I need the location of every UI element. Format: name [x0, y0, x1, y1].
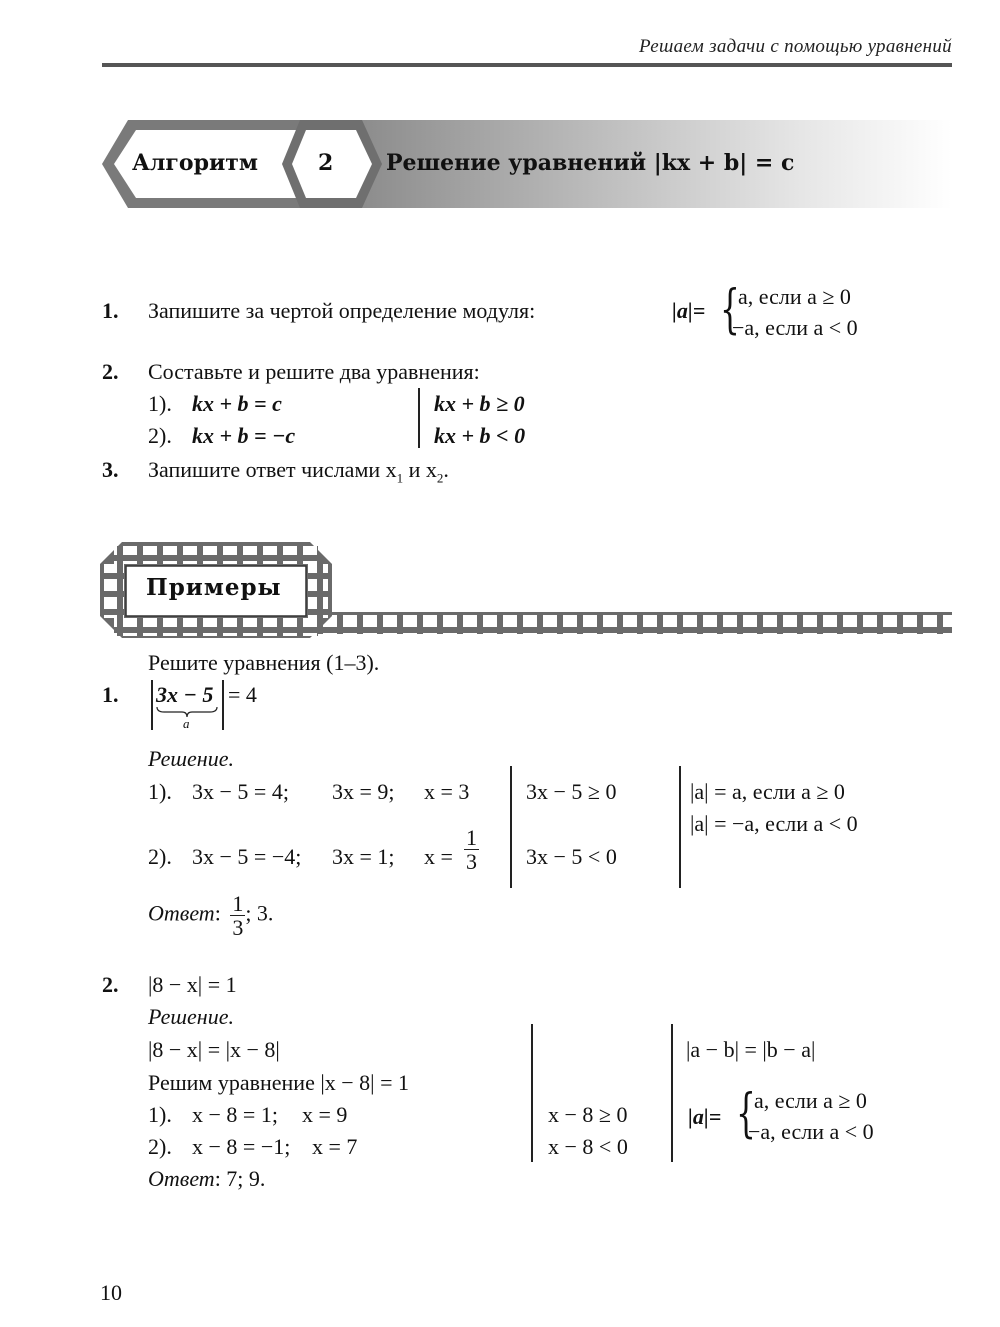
example-2-divider-2 — [671, 1024, 673, 1162]
example-1-rhs: = 4 — [228, 682, 257, 707]
abs-bar-left — [151, 680, 153, 730]
example-1-cond2: 3x − 5 < 0 — [526, 844, 617, 869]
example-2-answer: Ответ: 7; 9. — [148, 1166, 266, 1191]
example-2-equation: |8 − x| = 1 — [148, 972, 237, 997]
example-2-case1: a, если a ≥ 0 — [754, 1088, 867, 1113]
example-2-eq1-result: x = 9 — [302, 1102, 348, 1127]
example-2-solution-label: Решение. — [148, 1004, 234, 1029]
step-1-modulus: |a|= — [672, 298, 706, 323]
step-2-cond1: kx + b ≥ 0 — [434, 391, 525, 416]
example-2-brace: { — [736, 1084, 756, 1144]
algorithm-number: 2 — [318, 150, 334, 176]
example-1-line1-label: 1). — [148, 779, 172, 804]
step-2-eq2: kx + b = −c — [192, 423, 296, 448]
header-rule — [102, 63, 952, 67]
example-2-eq1-label: 1). — [148, 1102, 172, 1127]
step-1-text: Запишите за чертой определение модуля: — [148, 298, 536, 323]
step-2-eq1-label: 1). — [148, 391, 172, 416]
algorithm-label: Алгоритм — [132, 150, 259, 176]
example-2-eq2-label: 2). — [148, 1134, 172, 1159]
underbrace-label: a — [183, 716, 190, 731]
step-1-case-1: a, если a ≥ 0 — [738, 284, 851, 309]
example-1-answer: Ответ: $\frac{1}{3}$ ; 3. — [148, 891, 274, 941]
running-title: Решаем задачи с помощью уравнений — [639, 36, 952, 57]
example-1-cond1: 3x − 5 ≥ 0 — [526, 779, 617, 804]
step-1-case-2: −a, если a < 0 — [732, 315, 858, 340]
example-2-eq1: x − 8 = 1; — [192, 1102, 278, 1127]
step-2-text: Составьте и решите два уравнения: — [148, 359, 480, 384]
example-1-divider-1 — [510, 766, 512, 888]
example-1-number: 1. — [102, 682, 119, 707]
example-1-line1-c: x = 3 — [424, 779, 470, 804]
example-2-eq2: x − 8 = −1; — [192, 1134, 291, 1159]
example-1-fraction: $\frac{1}{3}$ — [466, 825, 477, 875]
example-1-line2-c: x = — [424, 844, 453, 869]
example-1-note1: |a| = a, если a ≥ 0 — [690, 779, 845, 804]
example-2-modulus: |a|= — [688, 1104, 722, 1129]
example-1-line1-a: 3x − 5 = 4; — [192, 779, 289, 804]
example-1-line2-a: 3x − 5 = −4; — [192, 844, 302, 869]
examples-label: Примеры — [146, 574, 282, 601]
example-2-line1: |8 − x| = |x − 8| — [148, 1037, 280, 1062]
example-1-solution-label: Решение. — [148, 746, 234, 771]
page-number: 10 — [100, 1280, 122, 1305]
step-3-text: Запишите ответ числами $x_1$ и $x_2$. — [148, 457, 449, 486]
example-1-line2-b: 3x = 1; — [332, 844, 395, 869]
step-2-number: 2. — [102, 359, 119, 384]
example-1-inner: 3x − 5 — [156, 682, 214, 707]
example-2-case2: −a, если a < 0 — [748, 1119, 874, 1144]
example-1-divider-2 — [679, 766, 681, 888]
example-1-line1-b: 3x = 9; — [332, 779, 395, 804]
example-2-eq2-result: x = 7 — [312, 1134, 358, 1159]
example-1-note2: |a| = −a, если a < 0 — [690, 811, 858, 836]
step-1-number: 1. — [102, 298, 119, 323]
step-2-divider — [418, 388, 420, 448]
example-2-number: 2. — [102, 972, 119, 997]
examples-intro: Решите уравнения (1–3). — [148, 650, 380, 675]
abs-bar-right — [222, 680, 224, 730]
example-2-cond1: x − 8 ≥ 0 — [548, 1102, 628, 1127]
step-2-cond2: kx + b < 0 — [434, 423, 526, 448]
example-1-line2-label: 2). — [148, 844, 172, 869]
example-2-cond2: x − 8 < 0 — [548, 1134, 628, 1159]
example-2-note1: |a − b| = |b − a| — [686, 1037, 816, 1062]
left-brace: { — [720, 280, 740, 340]
step-3-number: 3. — [102, 457, 119, 482]
example-2-line2: Решим уравнение |x − 8| = 1 — [148, 1070, 409, 1095]
step-2-eq1: kx + b = c — [192, 391, 282, 416]
step-2-eq2-label: 2). — [148, 423, 172, 448]
example-2-divider-1 — [531, 1024, 533, 1162]
algorithm-title: Решение уравнений |kx + b| = c — [386, 150, 795, 176]
